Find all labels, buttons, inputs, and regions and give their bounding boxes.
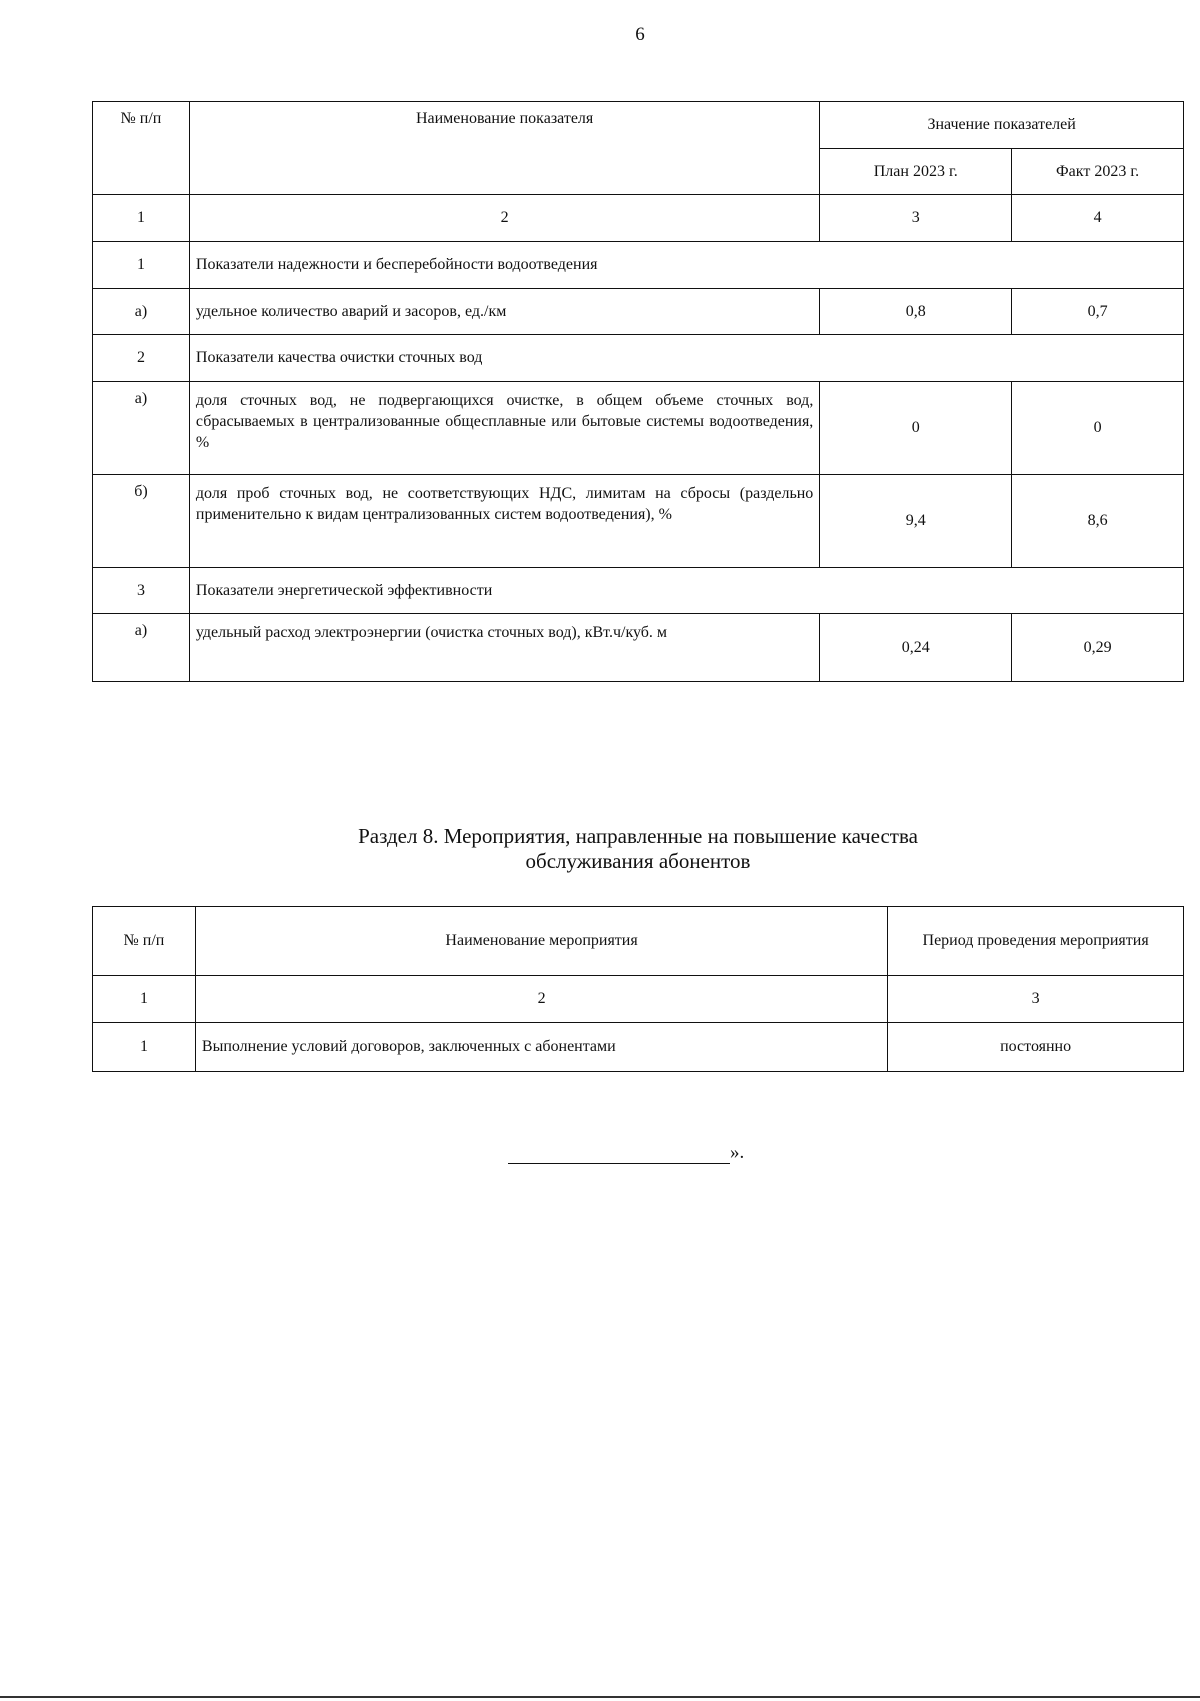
table-row xyxy=(93,382,1184,475)
measures-table xyxy=(92,906,1184,1072)
row-fact: 0,7 xyxy=(1012,289,1184,335)
row-fact: 8,6 xyxy=(1012,475,1184,568)
table-row xyxy=(93,568,1184,614)
row-num: а) xyxy=(93,382,190,475)
row-plan: 0,8 xyxy=(820,289,1012,335)
row-fact: 0 xyxy=(1012,382,1184,475)
header-name: Наименование мероприятия xyxy=(195,907,887,976)
col-number-2: 2 xyxy=(189,195,819,242)
row-fact: 0,29 xyxy=(1012,614,1184,682)
header-plan: План 2023 г. xyxy=(820,149,1012,195)
table-row xyxy=(93,335,1184,382)
col-number-1: 1 xyxy=(93,195,190,242)
row-plan: 0,24 xyxy=(820,614,1012,682)
header-values: Значение показателей xyxy=(820,102,1184,149)
indicators-table xyxy=(92,101,1184,682)
table-row xyxy=(93,289,1184,335)
row-num: 2 xyxy=(93,335,190,382)
row-plan: 9,4 xyxy=(820,475,1012,568)
table-row xyxy=(93,1023,1184,1072)
row-num: 1 xyxy=(93,1023,196,1072)
row-name: удельное количество аварий и засоров, ед./км xyxy=(189,289,819,335)
col-number-3: 3 xyxy=(820,195,1012,242)
header-period: Период проведения мероприятия xyxy=(888,907,1184,976)
row-num: а) xyxy=(93,614,190,682)
header-name: Наименование показателя xyxy=(189,102,819,195)
signature-line xyxy=(508,1145,730,1164)
page-number: 6 xyxy=(635,24,645,45)
row-num: б) xyxy=(93,475,190,568)
row-name: доля сточных вод, не подвергающихся очистке, в общем объеме сточных вод, сбрасываемых в централизованные общесплавные или бытовые системы водоотведения, % xyxy=(189,382,819,475)
section-heading: Показатели энергетической эффективности xyxy=(189,568,1183,614)
header-num: № п/п xyxy=(93,907,196,976)
closing-signature xyxy=(508,1142,744,1164)
row-plan: 0 xyxy=(820,382,1012,475)
section-heading: Показатели надежности и бесперебойности водоотведения xyxy=(189,242,1183,289)
table-row xyxy=(93,475,1184,568)
row-name: Выполнение условий договоров, заключенных с абонентами xyxy=(195,1023,887,1072)
table-row xyxy=(93,614,1184,682)
section-heading: Показатели качества очистки сточных вод xyxy=(189,335,1183,382)
table-row xyxy=(93,242,1184,289)
col-number-4: 4 xyxy=(1012,195,1184,242)
section-8-title xyxy=(92,824,1184,874)
col-number-3: 3 xyxy=(888,976,1184,1023)
header-fact: Факт 2023 г. xyxy=(1012,149,1184,195)
row-num: 1 xyxy=(93,242,190,289)
row-name: доля проб сточных вод, не соответствующих НДС, лимитам на сбросы (раздельно применительно к видам централизованных систем водоотведения), % xyxy=(189,475,819,568)
section-title-line2: обслуживания абонентов xyxy=(525,849,751,873)
section-title-line1: Раздел 8. Мероприятия, направленные на повышение качества xyxy=(358,824,918,848)
scan-bottom-edge xyxy=(0,1696,1200,1698)
row-num: 3 xyxy=(93,568,190,614)
closing-mark: ». xyxy=(730,1142,745,1163)
col-number-2: 2 xyxy=(195,976,887,1023)
row-name: удельный расход электроэнергии (очистка сточных вод), кВт.ч/куб. м xyxy=(189,614,819,682)
row-num: а) xyxy=(93,289,190,335)
col-number-1: 1 xyxy=(93,976,196,1023)
row-period: постоянно xyxy=(888,1023,1184,1072)
header-num: № п/п xyxy=(93,102,190,195)
